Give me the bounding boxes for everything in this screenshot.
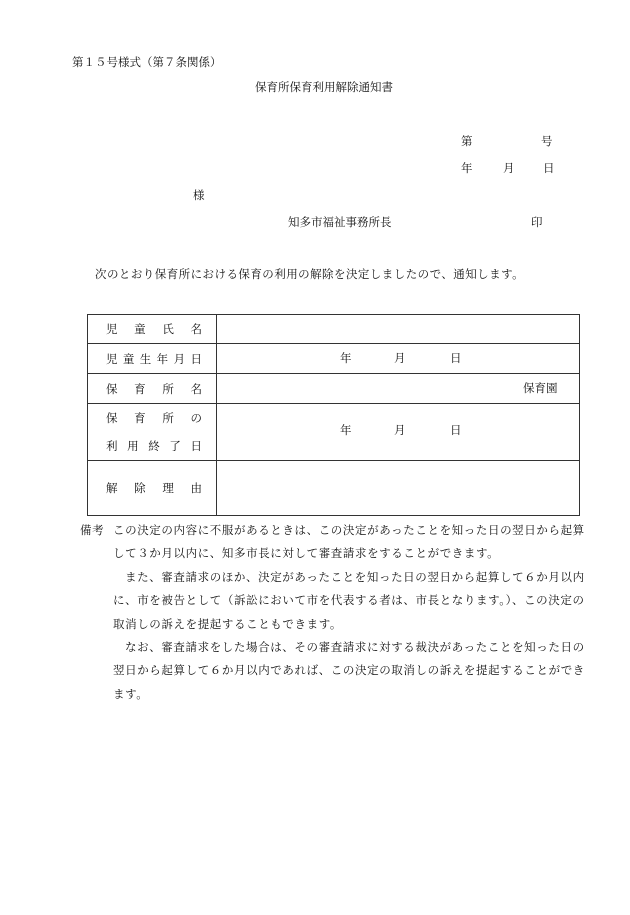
table-row: [88, 374, 580, 404]
table-row: [88, 404, 580, 461]
birth-date-field[interactable]: [217, 344, 580, 374]
table-row: [88, 344, 580, 374]
child-name-field[interactable]: [217, 315, 580, 344]
row-label: 解 除 理 由: [88, 461, 217, 516]
notice-table: [87, 314, 580, 516]
date-month: 月: [503, 161, 515, 175]
cancel-reason-field[interactable]: [217, 461, 580, 516]
document-title: 保育所保育利用解除通知書: [255, 80, 393, 94]
date-year: 年: [461, 161, 473, 175]
remarks-paragraph: この決定の内容に不服があるときは、この決定があったことを知った日の翌日から起算して３か月以内に、知多市長に対して審査請求をすることができます。: [113, 523, 585, 561]
date-day: 日: [543, 161, 555, 175]
end-year-label: 年: [340, 423, 352, 437]
nursery-suffix: 保育園: [523, 381, 558, 395]
row-label: 保 育 所 名: [88, 374, 217, 404]
number-label: 第: [461, 134, 473, 148]
row-label: 児 童 生 年 月 日: [88, 344, 217, 374]
remarks-paragraph: また、審査請求のほか、決定があったことを知った日の翌日から起算して６か月以内に、市を被告として（訴訟において市を代表する者は、市長となります。）、この決定の取消しの訴えを提起することもできます。: [113, 569, 585, 631]
sender-name: 知多市福祉事務所長: [288, 215, 392, 229]
intro-text: 次のとおり保育所における保育の利用の解除を決定しましたので、通知します。: [95, 267, 525, 281]
end-date-field[interactable]: [217, 404, 580, 461]
remarks-paragraph: なお、審査請求をした場合は、その審査請求に対する裁決があったことを知った日の翌日から起算して６か月以内であれば、この決定の取消しの訴えを提起することができます。: [113, 640, 585, 701]
addressee-suffix: 様: [193, 188, 205, 202]
form-number: 第１５号様式（第７条関係）: [72, 55, 222, 69]
birth-day-label: 日: [450, 351, 462, 365]
row-label: 保 育 所 の 利 用 終 了 日: [88, 404, 217, 461]
nursery-name-field[interactable]: [217, 374, 580, 404]
end-month-label: 月: [394, 423, 406, 437]
seal-mark: 印: [531, 215, 543, 229]
birth-month-label: 月: [394, 351, 406, 365]
table-row: [88, 315, 580, 344]
end-day-label: 日: [450, 423, 462, 437]
number-suffix: 号: [541, 134, 553, 148]
birth-year-label: 年: [340, 351, 352, 365]
remarks-section: [80, 519, 592, 706]
table-row: [88, 461, 580, 516]
row-label: 児 童 氏 名: [88, 315, 217, 344]
remarks-heading: 備考: [80, 523, 105, 537]
